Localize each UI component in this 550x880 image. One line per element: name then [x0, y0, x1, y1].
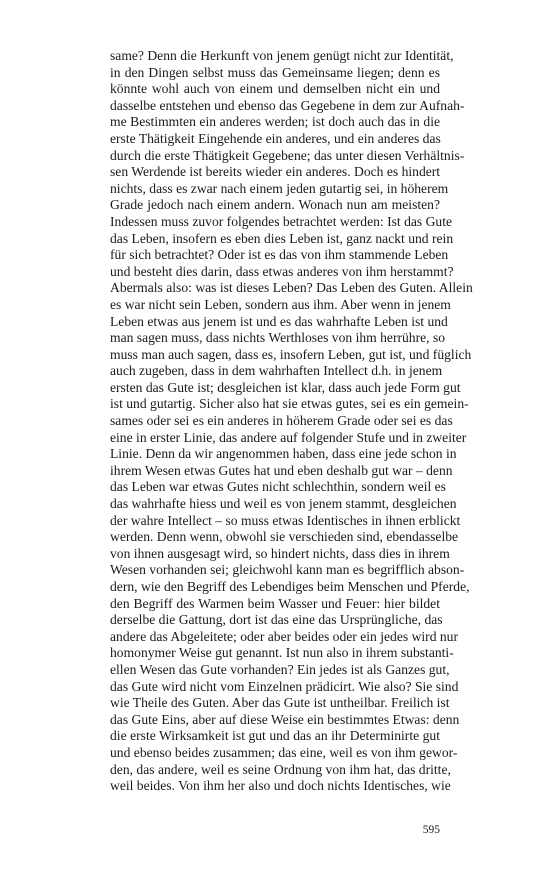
text-line: sames oder sei es ein anderes in höherem Grade oder sei es das [110, 413, 453, 429]
text-line: es war nicht sein Leben, sondern aus ihm. Aber wenn in jenem [110, 296, 451, 312]
text-line: dern, wie den Begriff des Lebendiges beim Menschen und Pferde, [110, 579, 470, 594]
text-line: und besteht dies darin, dass etwas anderes von ihm herstammt? [110, 263, 454, 279]
text-line: erste Thätigkeit Eingehende ein anderes, und ein anderes das [110, 130, 441, 146]
text-line: ellen Wesen das Gute vorhanden? Ein jedes ist als Ganzes gut, [110, 661, 450, 677]
text-line: andere das Abgeleitete; oder aber beides oder ein jedes wird nur [110, 628, 459, 644]
text-line: durch die erste Thätigkeit Gegebene; das unter diesen Verhältnis- [110, 147, 465, 163]
text-line: Indessen muss zuvor folgendes betrachtet werden: Ist das Gute [110, 213, 453, 229]
text-line: derselbe die Gattung, dort ist das eine das Ursprüngliche, das [110, 612, 443, 628]
text-line: und ebenso beides zusammen; das eine, weil es von ihm gewor- [110, 744, 458, 760]
text-line: das Leben, insofern es eben dies Leben ist, ganz nackt und rein [110, 230, 454, 246]
text-line: von ihnen ausgesagt wird, so hindert nichts, dass dies in ihrem [110, 545, 450, 561]
text-line: den Begriff des Warmen beim Wasser und Feuer: hier bildet [110, 595, 440, 611]
text-line: werden. Denn wenn, obwohl sie verschieden sind, ebendasselbe [110, 529, 459, 545]
text-line: das Leben war etwas Gutes nicht schlechthin, sondern weil es [110, 479, 446, 495]
text-line: ist und gutartig. Sicher also hat sie etwas gutes, sei es ein gemein- [110, 396, 469, 412]
text-line: dasselbe entstehen und ebenso das Gegebene in dem zur Aufnah- [110, 97, 465, 113]
text-line: das Gute wird nicht vom Einzelnen prädicirt. Wie also? Sie sind [110, 678, 459, 694]
text-line: der wahre Intellect – so muss etwas Identisches in ihnen erblickt [110, 512, 461, 528]
text-line: für sich betrachtet? Oder ist es das von ihm stammende Leben [110, 247, 449, 263]
text-line: das Gute Eins, aber auf diese Weise ein bestimmtes Etwas: denn [110, 711, 460, 727]
text-line: den, das andere, weil es seine Ordnung von ihm hat, das dritte, [110, 761, 451, 777]
page-number: 595 [422, 824, 440, 836]
text-line: könnte wohl auch von einem und demselben nicht ein und [110, 81, 440, 97]
text-line: me Bestimmten ein anderes werden; ist doch auch das in die [110, 114, 440, 130]
text-line: ersten das Gute ist; desgleichen ist klar, dass auch jede Form gut [110, 379, 461, 395]
text-line: nichts, dass es zwar nach einem jeden gutartig sei, in höherem [110, 180, 449, 196]
text-line: Wesen vorhanden sei; gleichwohl kann man es begrifflich abson- [110, 562, 465, 578]
body-text [110, 48, 473, 795]
text-line: eine in erster Linie, das andere auf folgender Stufe und in zweiter [110, 429, 467, 445]
text-line: same? Denn die Herkunft von jenem genügt nicht zur Identität, [110, 48, 454, 63]
text-line: in den Dingen selbst muss das Gemeinsame liegen; denn es [110, 64, 440, 80]
text-line: man sagen muss, dass nichts Werthloses von ihm herrühre, so [110, 330, 446, 346]
text-line: weil beides. Von ihm her also und doch nichts Identisches, wie [110, 778, 451, 794]
text-line: Abermals also: was ist dieses Leben? Das Leben des Guten. Allein [110, 280, 473, 296]
text-line: homonymer Weise gut genannt. Ist nun also in ihrem substanti- [110, 645, 454, 661]
text-line: sen Werdende ist bereits wieder ein anderes. Doch es hindert [110, 164, 441, 180]
text-line: die erste Wirksamkeit ist gut und das an ihr Determinirte gut [110, 728, 440, 744]
text-line: Linie. Denn da wir angenommen haben, dass eine jede schon in [110, 446, 457, 462]
text-line: ihrem Wesen etwas Gutes hat und eben deshalb gut war – denn [110, 462, 453, 478]
text-line: Grade jedoch nach einem andern. Wonach nun am meisten? [110, 197, 440, 213]
text-line: auch zugeben, dass in dem wahrhaften Intellect d.h. in jenem [110, 363, 443, 379]
text-line: Leben etwas aus jenem ist und es das wahrhafte Leben ist und [110, 313, 448, 329]
text-line: wie Theile des Guten. Aber das Gute ist untheilbar. Freilich ist [110, 695, 450, 711]
text-line: muss man auch sagen, dass es, insofern Leben, gut ist, und füglich [110, 346, 472, 362]
text-line: das wahrhafte hiess und weil es von jenem stammt, desgleichen [110, 496, 457, 512]
